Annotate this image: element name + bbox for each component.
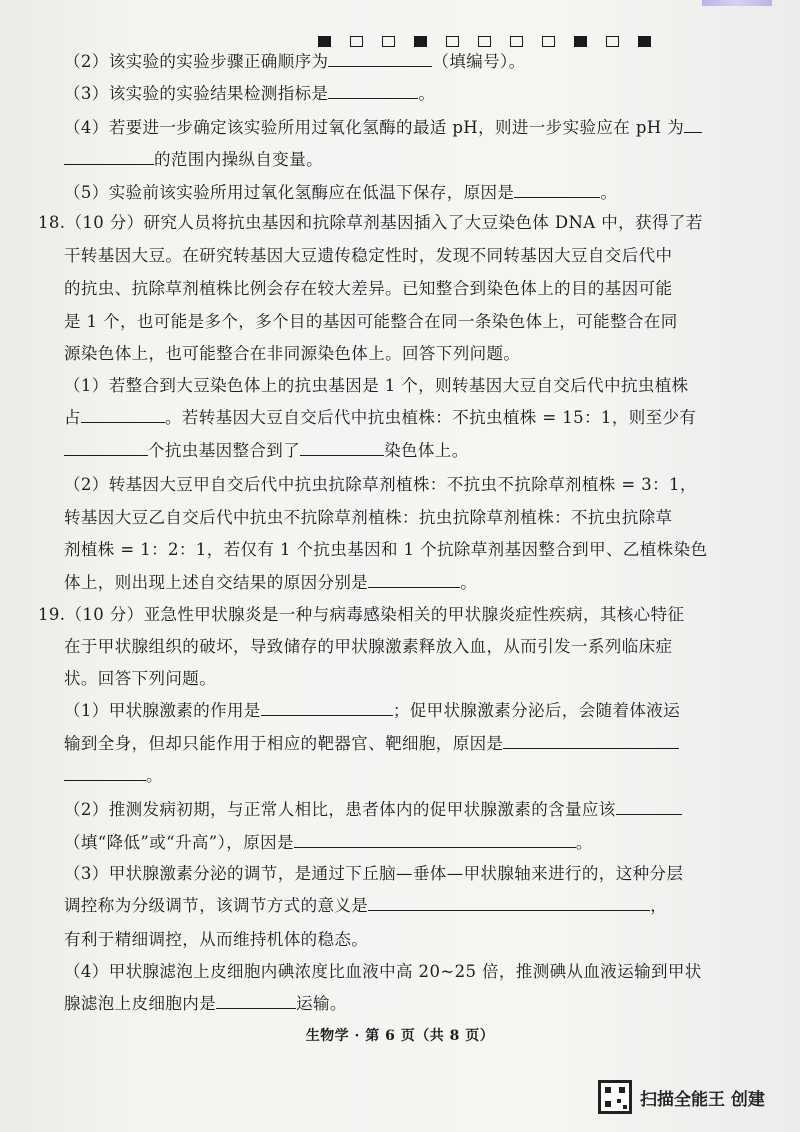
text-span: 有利于精细调控，从而维持机体的稳态。 — [64, 930, 369, 949]
open-square-icon — [542, 36, 555, 47]
text-line — [64, 146, 323, 170]
text-line — [64, 860, 683, 884]
text-line — [64, 958, 702, 982]
answer-marks-row — [318, 36, 651, 47]
answer-blank[interactable] — [81, 408, 165, 423]
text-line — [64, 796, 682, 820]
text-span: 源染色体上，也可能整合在非同源染色体上。回答下列问题。 — [64, 344, 521, 363]
text-line — [64, 504, 672, 528]
text-line — [64, 569, 477, 593]
answer-blank[interactable] — [300, 441, 384, 456]
text-line — [64, 48, 526, 72]
text-line — [64, 308, 678, 332]
text-line — [64, 80, 435, 104]
text-span: 是 1 个，也可能是多个，多个目的基因可能整合在同一条染色体上，可能整合在同 — [64, 312, 678, 331]
open-square-icon — [606, 36, 619, 47]
scanner-badge — [598, 1080, 765, 1114]
text-span: 输到全身，但却只能作用于相应的靶器官、靶细胞，原因是 — [64, 734, 504, 753]
answer-blank[interactable] — [261, 701, 393, 716]
text-span: （2）转基因大豆甲自交后代中抗虫抗除草剂植株：不抗虫不抗除草剂植株 = 3：1， — [64, 475, 697, 494]
text-span: （2）推测发病初期，与正常人相比，患者体内的促甲状腺激素的含量应该 — [64, 800, 616, 819]
text-span: 腺滤泡上皮细胞内是 — [64, 994, 217, 1013]
text-line — [64, 762, 163, 786]
answer-blank[interactable] — [294, 833, 576, 848]
answer-blank[interactable] — [514, 183, 600, 198]
text-span: ， — [650, 896, 668, 915]
text-span: （3）甲状腺激素分泌的调节，是通过下丘脑—垂体—甲状腺轴来进行的，这种分层 — [64, 864, 684, 883]
filled-square-icon — [318, 36, 331, 47]
text-line — [64, 990, 347, 1014]
open-square-icon — [350, 36, 363, 47]
text-span: （4）甲状腺滤泡上皮细胞内碘浓度比血液中高 20~25 倍，推测碘从血液运输到甲状 — [64, 962, 702, 981]
text-span: 染色体上。 — [384, 441, 469, 460]
text-span: （1）若整合到大豆染色体上的抗虫基因是 1 个，则转基因大豆自交后代中抗虫植株 — [64, 376, 689, 395]
text-line — [64, 829, 593, 853]
answer-blank[interactable] — [64, 766, 146, 781]
text-line — [64, 892, 667, 916]
text-span: 个抗虫基因整合到了 — [148, 441, 301, 460]
text-line — [64, 179, 617, 203]
text-span: 状。回答下列问题。 — [64, 669, 217, 688]
answer-blank[interactable] — [328, 52, 432, 67]
text-line — [64, 372, 689, 396]
filled-square-icon — [574, 36, 587, 47]
text-line — [64, 471, 697, 495]
filled-square-icon — [414, 36, 427, 47]
text-span: （4）若要进一步确定该实验所用过氧化氢酶的最适 pH，则进一步实验应在 pH 为 — [64, 118, 685, 137]
text-span: 的抗虫、抗除草剂植株比例会存在较大差异。已知整合到染色体上的目的基因可能 — [64, 279, 673, 298]
text-line — [64, 275, 672, 299]
qr-code-icon — [598, 1080, 632, 1114]
text-span: 18.（10 分）研究人员将抗虫基因和抗除草剂基因插入了大豆染色体 DNA 中，获得了若 — [38, 213, 703, 232]
text-span: 。 — [146, 766, 163, 785]
text-span: （3）该实验的实验结果检测指标是 — [64, 84, 329, 103]
text-span: 占 — [64, 408, 81, 427]
text-line — [64, 242, 672, 266]
text-span: 体上，则出现上述自交结果的原因分别是 — [64, 573, 369, 592]
text-span: （5）实验前该实验所用过氧化氢酶应在低温下保存，原因是 — [64, 183, 515, 202]
text-line — [64, 340, 520, 364]
text-span: 转基因大豆乙自交后代中抗虫不抗除草剂植株：抗虫抗除草剂植株：不抗虫抗除草 — [64, 508, 673, 527]
text-line — [38, 209, 703, 233]
scanner-badge-label: 扫描全能王 创建 — [640, 1089, 765, 1110]
text-span: 。 — [600, 183, 618, 202]
text-span: 19.（10 分）亚急性甲状腺炎是一种与病毒感染相关的甲状腺炎症性疾病，其核心特征 — [38, 605, 685, 624]
corner-strip — [702, 0, 772, 6]
text-line — [64, 926, 368, 950]
text-span: 运输。 — [296, 994, 347, 1013]
text-span: （填编号）。 — [432, 52, 526, 71]
answer-blank[interactable] — [616, 800, 682, 815]
text-span: 干转基因大豆。在研究转基因大豆遗传稳定性时，发现不同转基因大豆自交后代中 — [64, 246, 673, 265]
text-span: 剂植株 = 1：2：1，若仅有 1 个抗虫基因和 1 个抗除草剂基因整合到甲、乙植株染色 — [64, 540, 708, 559]
text-line — [64, 730, 679, 754]
open-square-icon — [446, 36, 459, 47]
text-line — [64, 665, 216, 689]
answer-blank[interactable] — [503, 734, 679, 749]
answer-blank[interactable] — [368, 896, 650, 911]
text-span: （填“降低”或“升高”），原因是 — [64, 833, 294, 852]
answer-blank[interactable] — [64, 150, 154, 165]
page-footer: 生物学 · 第 6 页（共 8 页） — [305, 1028, 495, 1044]
answer-blank[interactable] — [684, 118, 702, 133]
text-span: 。 — [418, 84, 436, 103]
text-span: （1）甲状腺激素的作用是 — [64, 701, 261, 720]
open-square-icon — [382, 36, 395, 47]
text-span: 在于甲状腺组织的破坏，导致储存的甲状腺激素释放入血，从而引发一系列临床症 — [64, 637, 673, 656]
text-line — [64, 697, 680, 721]
text-span: 。 — [460, 573, 478, 592]
text-span: 调控称为分级调节，该调节方式的意义是 — [64, 896, 369, 915]
text-span: ；促甲状腺激素分泌后，会随着体液运 — [392, 701, 681, 720]
answer-blank[interactable] — [64, 441, 148, 456]
text-span: （2）该实验的实验步骤正确顺序为 — [64, 52, 329, 71]
text-line — [64, 404, 696, 428]
text-line — [64, 633, 672, 657]
open-square-icon — [510, 36, 523, 47]
filled-square-icon — [638, 36, 651, 47]
text-line — [64, 114, 702, 138]
answer-blank[interactable] — [328, 84, 418, 99]
answer-blank[interactable] — [216, 994, 296, 1009]
text-line — [64, 536, 707, 560]
text-span: 的范围内操纵自变量。 — [154, 150, 323, 169]
text-span: 。 — [575, 833, 593, 852]
text-line — [64, 437, 469, 461]
text-line — [38, 601, 684, 625]
answer-blank[interactable] — [368, 573, 460, 588]
open-square-icon — [478, 36, 491, 47]
text-span: 。若转基因大豆自交后代中抗虫植株：不抗虫植株 = 15：1，则至少有 — [164, 408, 697, 427]
